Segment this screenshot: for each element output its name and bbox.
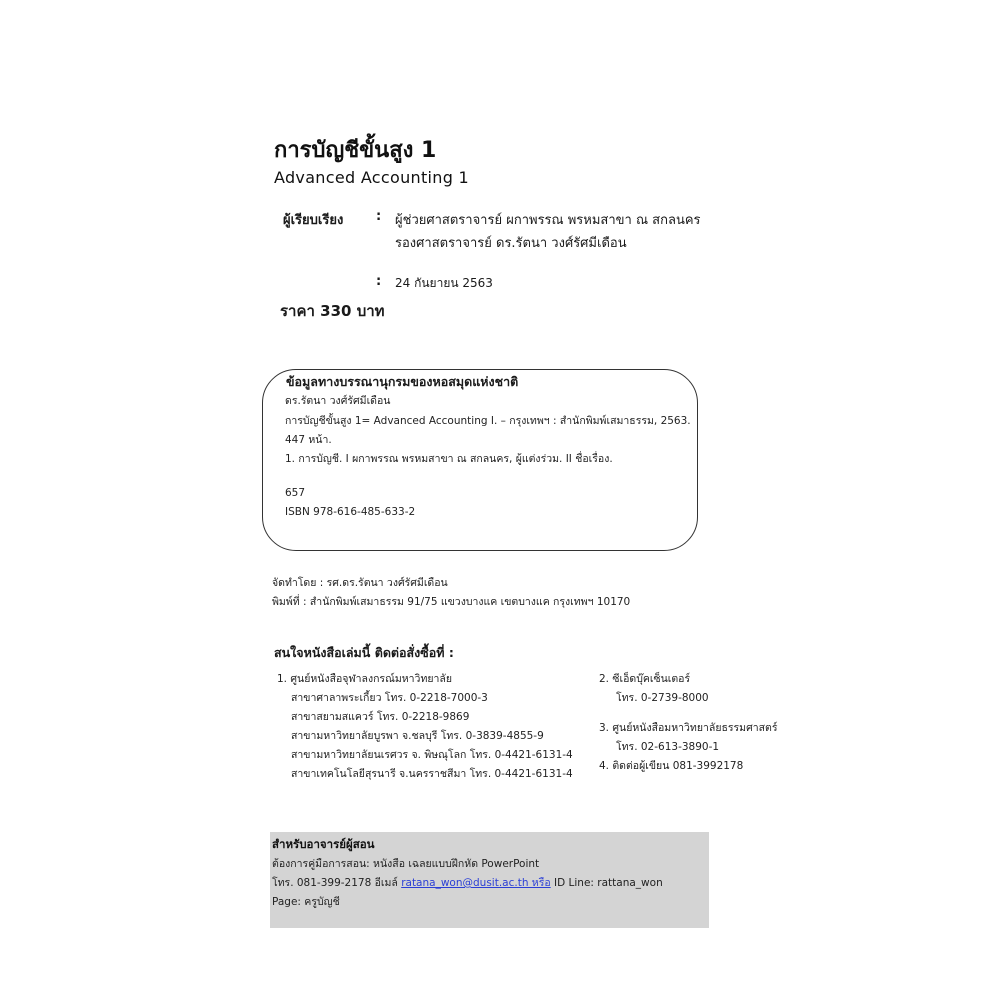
compiler-name-2: รองศาสตราจารย์ ดร.รัตนา วงศ์รัศมีเดือน xyxy=(395,236,627,251)
order-item-2-phone: โทร. 0-2739-8000 xyxy=(616,692,709,704)
order-branch: สาขาศาลาพระเกี้ยว โทร. 0-2218-7000-3 xyxy=(291,692,488,704)
teacher-heading: สำหรับอาจารย์ผู้สอน xyxy=(272,837,375,851)
printed-at: พิมพ์ที่ : สำนักพิมพ์เสมาธรรม 91/75 แขวงบางแค เขตบางแค กรุงเทพฯ 10170 xyxy=(272,596,631,608)
book-price: ราคา 330 บาท xyxy=(280,302,385,320)
cip-isbn: ISBN 978-616-485-633-2 xyxy=(285,506,416,518)
publication-date: 24 กันยายน 2563 xyxy=(395,276,493,290)
date-colon: : xyxy=(376,274,382,289)
cip-subjects: 1. การบัญชี. I ผกาพรรณ พรหมสาขา ณ สกลนคร, ผู้แต่งร่วม. II ชื่อเรื่อง. xyxy=(285,453,613,465)
book-title-en: Advanced Accounting 1 xyxy=(274,168,470,187)
teacher-line-id: ID Line: rattana_won xyxy=(550,877,663,889)
order-item-1: 1. ศูนย์หนังสือจุฬาลงกรณ์มหาวิทยาลัย xyxy=(277,673,453,685)
teacher-page: Page: ครูบัญชี xyxy=(272,896,340,908)
compiler-name-1: ผู้ช่วยศาสตราจารย์ ผกาพรรณ พรหมสาขา ณ สกลนคร xyxy=(395,213,701,228)
teacher-contact xyxy=(272,874,663,891)
order-item-3-phone: โทร. 02-613-3890-1 xyxy=(616,741,720,753)
order-item-3: 3. ศูนย์หนังสือมหาวิทยาลัยธรรมศาสตร์ xyxy=(599,722,778,734)
produced-by: จัดทำโดย : รศ.ดร.รัตนา วงศ์รัศมีเดือน xyxy=(272,577,448,589)
compiler-label: ผู้เรียบเรียง xyxy=(283,213,344,228)
cip-classification: 657 xyxy=(285,487,306,499)
order-branch: สาขาเทคโนโลยีสุรนารี จ.นครราชสีมา โทร. 0-4421-6131-4 xyxy=(291,768,573,780)
order-item-2: 2. ซีเอ็ดบุ๊คเซ็นเตอร์ xyxy=(599,673,691,685)
order-branch: สาขาสยามสแควร์ โทร. 0-2218-9869 xyxy=(291,711,470,723)
cip-pages: 447 หน้า. xyxy=(285,434,332,446)
teacher-email-link[interactable]: ratana_won@dusit.ac.th หรือ xyxy=(401,877,551,889)
compiler-colon: : xyxy=(376,209,382,224)
teacher-materials: ต้องการคู่มือการสอน: หนังสือ เฉลยแบบฝึกหัด PowerPoint xyxy=(272,858,540,870)
order-item-4: 4. ติดต่อผู้เขียน 081-3992178 xyxy=(599,760,744,772)
order-branch: สาขามหาวิทยาลัยบูรพา จ.ชลบุรี โทร. 0-3839-4855-9 xyxy=(291,730,544,742)
book-title-th: การบัญชีขั้นสูง 1 xyxy=(274,138,437,163)
teacher-phone: โทร. 081-399-2178 อีเมล์ xyxy=(272,877,402,889)
cip-title: ข้อมูลทางบรรณานุกรมของหอสมุดแห่งชาติ xyxy=(286,374,519,389)
order-branch: สาขามหาวิทยาลัยนเรศวร จ. พิษณุโลก โทร. 0-4421-6131-4 xyxy=(291,749,573,761)
order-heading: สนใจหนังสือเล่มนี้ ติดต่อสั่งซื้อที่ : xyxy=(274,645,454,660)
cip-title-entry: การบัญชีขั้นสูง 1= Advanced Accounting I. – กรุงเทพฯ : สำนักพิมพ์เสมาธรรม, 2563. xyxy=(285,415,691,427)
cip-author: ดร.รัตนา วงศ์รัศมีเดือน xyxy=(285,395,391,407)
